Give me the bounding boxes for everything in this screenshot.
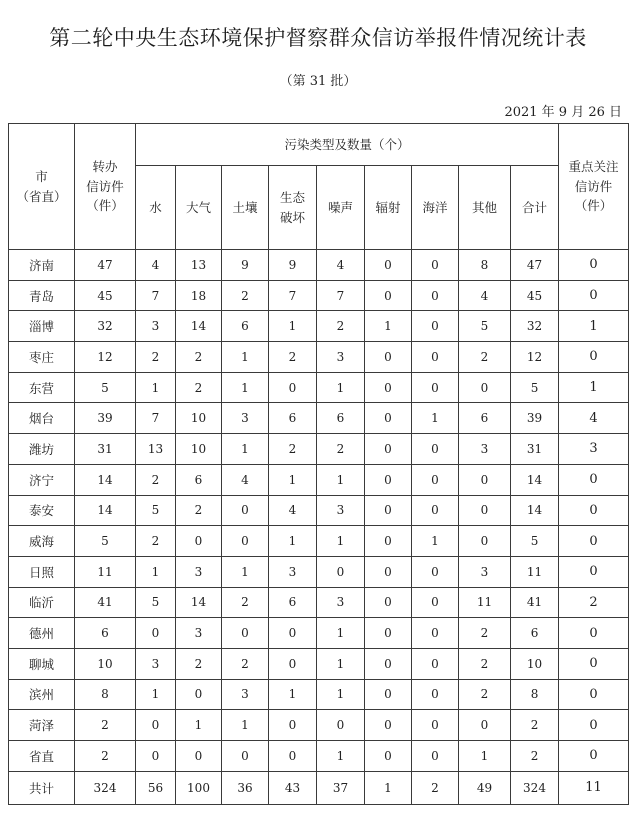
pollution-count-cell: 1 — [317, 679, 365, 710]
pollution-count-cell: 0 — [412, 280, 459, 311]
city-cell: 省直 — [9, 741, 75, 772]
pollution-count-cell: 0 — [412, 464, 459, 495]
header-city: 市 （省直） — [9, 124, 75, 250]
city-cell: 临沂 — [9, 587, 75, 618]
table-row — [9, 648, 629, 679]
pollution-count-cell: 14 — [511, 464, 559, 495]
header-pollution-type: 生态 破坏 — [269, 166, 317, 250]
focus-cell: 0 — [559, 679, 629, 710]
pollution-count-cell: 1 — [412, 403, 459, 434]
city-cell: 淄博 — [9, 311, 75, 342]
pollution-count-cell: 2 — [222, 280, 269, 311]
pollution-count-cell: 1 — [176, 710, 222, 741]
pollution-count-cell: 1 — [136, 679, 176, 710]
table-row — [9, 434, 629, 465]
pollution-count-cell: 324 — [511, 771, 559, 804]
pollution-count-cell: 6 — [176, 464, 222, 495]
pollution-count-cell: 36 — [222, 771, 269, 804]
pollution-count-cell: 2 — [176, 495, 222, 526]
pollution-count-cell: 0 — [412, 710, 459, 741]
pollution-count-cell: 2 — [176, 372, 222, 403]
table-row — [9, 710, 629, 741]
pollution-count-cell: 2 — [511, 741, 559, 772]
city-cell: 德州 — [9, 618, 75, 649]
pollution-count-cell: 3 — [136, 648, 176, 679]
pollution-count-cell: 0 — [365, 434, 412, 465]
pollution-count-cell: 41 — [511, 587, 559, 618]
pollution-count-cell: 0 — [176, 741, 222, 772]
pollution-count-cell: 2 — [459, 342, 511, 373]
pollution-count-cell: 6 — [269, 587, 317, 618]
header-pollution-type: 水 — [136, 166, 176, 250]
pollution-count-cell: 0 — [365, 464, 412, 495]
pollution-count-cell: 11 — [459, 587, 511, 618]
table-row — [9, 250, 629, 281]
pollution-count-cell: 0 — [222, 526, 269, 557]
table-row — [9, 556, 629, 587]
pollution-count-cell: 6 — [459, 403, 511, 434]
pollution-count-cell: 3 — [317, 495, 365, 526]
pollution-count-cell: 3 — [176, 618, 222, 649]
pollution-count-cell: 10 — [176, 403, 222, 434]
pollution-count-cell: 0 — [412, 679, 459, 710]
transferred-cell: 39 — [75, 403, 136, 434]
pollution-count-cell: 8 — [511, 679, 559, 710]
pollution-count-cell: 0 — [317, 710, 365, 741]
pollution-count-cell: 9 — [269, 250, 317, 281]
document-title: 第二轮中央生态环境保护督察群众信访举报件情况统计表 — [49, 26, 587, 50]
transferred-cell: 6 — [75, 618, 136, 649]
pollution-count-cell: 0 — [412, 250, 459, 281]
focus-cell: 11 — [559, 771, 629, 804]
transferred-cell: 11 — [75, 556, 136, 587]
pollution-count-cell: 0 — [459, 710, 511, 741]
pollution-count-cell: 0 — [412, 556, 459, 587]
pollution-count-cell: 0 — [136, 710, 176, 741]
pollution-count-cell: 2 — [459, 618, 511, 649]
pollution-count-cell: 56 — [136, 771, 176, 804]
pollution-count-cell: 2 — [269, 342, 317, 373]
pollution-count-cell: 1 — [222, 372, 269, 403]
pollution-count-cell: 1 — [459, 741, 511, 772]
pollution-count-cell: 1 — [365, 771, 412, 804]
table-row — [9, 464, 629, 495]
transferred-cell: 2 — [75, 741, 136, 772]
pollution-count-cell: 6 — [269, 403, 317, 434]
pollution-count-cell: 45 — [511, 280, 559, 311]
transferred-cell: 8 — [75, 679, 136, 710]
pollution-count-cell: 0 — [412, 741, 459, 772]
focus-cell: 0 — [559, 250, 629, 281]
pollution-count-cell: 47 — [511, 250, 559, 281]
city-cell: 东营 — [9, 372, 75, 403]
pollution-count-cell: 0 — [222, 741, 269, 772]
pollution-count-cell: 4 — [222, 464, 269, 495]
pollution-count-cell: 3 — [317, 342, 365, 373]
pollution-count-cell: 5 — [511, 372, 559, 403]
header-pollution-type: 土壤 — [222, 166, 269, 250]
pollution-count-cell: 1 — [317, 618, 365, 649]
pollution-count-cell: 0 — [176, 526, 222, 557]
pollution-count-cell: 1 — [269, 526, 317, 557]
pollution-count-cell: 0 — [365, 710, 412, 741]
pollution-count-cell: 4 — [317, 250, 365, 281]
pollution-count-cell: 6 — [317, 403, 365, 434]
pollution-count-cell: 0 — [459, 464, 511, 495]
focus-cell: 0 — [559, 556, 629, 587]
city-cell: 日照 — [9, 556, 75, 587]
transferred-cell: 45 — [75, 280, 136, 311]
pollution-count-cell: 3 — [459, 556, 511, 587]
header-pollution-type: 噪声 — [317, 166, 365, 250]
report-date: 2021 年 9 月 26 日 — [504, 105, 622, 120]
pollution-count-cell: 49 — [459, 771, 511, 804]
city-cell: 烟台 — [9, 403, 75, 434]
pollution-count-cell: 0 — [365, 648, 412, 679]
pollution-count-cell: 0 — [365, 342, 412, 373]
table-row — [9, 403, 629, 434]
pollution-count-cell: 9 — [222, 250, 269, 281]
pollution-count-cell: 1 — [222, 434, 269, 465]
pollution-count-cell: 1 — [269, 679, 317, 710]
pollution-count-cell: 1 — [317, 741, 365, 772]
pollution-count-cell: 0 — [365, 372, 412, 403]
pollution-count-cell: 0 — [365, 587, 412, 618]
pollution-count-cell: 1 — [317, 372, 365, 403]
pollution-count-cell: 14 — [176, 311, 222, 342]
pollution-count-cell: 4 — [136, 250, 176, 281]
header-pollution-type: 海洋 — [412, 166, 459, 250]
pollution-count-cell: 1 — [222, 556, 269, 587]
pollution-count-cell: 3 — [269, 556, 317, 587]
transferred-cell: 5 — [75, 372, 136, 403]
city-cell: 青岛 — [9, 280, 75, 311]
pollution-count-cell: 13 — [176, 250, 222, 281]
city-cell: 枣庄 — [9, 342, 75, 373]
table-row — [9, 495, 629, 526]
pollution-count-cell: 0 — [222, 618, 269, 649]
transferred-cell: 5 — [75, 526, 136, 557]
pollution-count-cell: 18 — [176, 280, 222, 311]
pollution-count-cell: 3 — [222, 679, 269, 710]
pollution-count-cell: 2 — [222, 648, 269, 679]
pollution-count-cell: 0 — [412, 342, 459, 373]
pollution-count-cell: 2 — [459, 648, 511, 679]
pollution-count-cell: 3 — [136, 311, 176, 342]
pollution-count-cell: 5 — [511, 526, 559, 557]
pollution-count-cell: 14 — [176, 587, 222, 618]
city-cell: 聊城 — [9, 648, 75, 679]
pollution-count-cell: 0 — [412, 587, 459, 618]
pollution-count-cell: 10 — [511, 648, 559, 679]
statistics-table — [8, 123, 629, 805]
pollution-count-cell: 0 — [365, 556, 412, 587]
pollution-count-cell: 0 — [136, 618, 176, 649]
table-row — [9, 618, 629, 649]
pollution-count-cell: 1 — [136, 372, 176, 403]
city-cell: 泰安 — [9, 495, 75, 526]
transferred-cell: 2 — [75, 710, 136, 741]
focus-cell: 0 — [559, 464, 629, 495]
header-pollution-type: 大气 — [176, 166, 222, 250]
focus-cell: 0 — [559, 342, 629, 373]
focus-cell: 0 — [559, 495, 629, 526]
focus-cell: 0 — [559, 741, 629, 772]
pollution-count-cell: 3 — [459, 434, 511, 465]
pollution-count-cell: 1 — [317, 464, 365, 495]
pollution-count-cell: 2 — [136, 342, 176, 373]
pollution-count-cell: 1 — [222, 710, 269, 741]
pollution-count-cell: 0 — [269, 372, 317, 403]
pollution-count-cell: 31 — [511, 434, 559, 465]
focus-cell: 0 — [559, 648, 629, 679]
city-cell: 威海 — [9, 526, 75, 557]
pollution-count-cell: 0 — [412, 618, 459, 649]
pollution-count-cell: 2 — [511, 710, 559, 741]
pollution-count-cell: 14 — [511, 495, 559, 526]
focus-cell: 1 — [559, 311, 629, 342]
header-pollution-type: 其他 — [459, 166, 511, 250]
table-row — [9, 311, 629, 342]
city-cell: 济宁 — [9, 464, 75, 495]
transferred-cell: 12 — [75, 342, 136, 373]
total-row — [9, 771, 629, 804]
header-focus: 重点关注 信访件 （件） — [559, 124, 629, 250]
pollution-count-cell: 2 — [222, 587, 269, 618]
table-row — [9, 342, 629, 373]
focus-cell: 3 — [559, 434, 629, 465]
transferred-cell: 47 — [75, 250, 136, 281]
pollution-count-cell: 7 — [136, 403, 176, 434]
pollution-count-cell: 0 — [365, 618, 412, 649]
transferred-cell: 14 — [75, 495, 136, 526]
transferred-cell: 31 — [75, 434, 136, 465]
pollution-count-cell: 12 — [511, 342, 559, 373]
pollution-count-cell: 43 — [269, 771, 317, 804]
pollution-count-cell: 10 — [176, 434, 222, 465]
pollution-count-cell: 0 — [136, 741, 176, 772]
focus-cell: 0 — [559, 280, 629, 311]
pollution-count-cell: 2 — [317, 311, 365, 342]
pollution-count-cell: 0 — [459, 526, 511, 557]
focus-cell: 2 — [559, 587, 629, 618]
pollution-count-cell: 5 — [459, 311, 511, 342]
header-pollution-type: 合计 — [511, 166, 559, 250]
pollution-count-cell: 39 — [511, 403, 559, 434]
pollution-count-cell: 3 — [317, 587, 365, 618]
pollution-count-cell: 0 — [222, 495, 269, 526]
focus-cell: 0 — [559, 526, 629, 557]
header-pollution-group: 污染类型及数量（个） — [136, 124, 559, 166]
table-row — [9, 741, 629, 772]
pollution-count-cell: 1 — [365, 311, 412, 342]
table-row — [9, 679, 629, 710]
pollution-count-cell: 1 — [136, 556, 176, 587]
pollution-count-cell: 0 — [365, 403, 412, 434]
pollution-count-cell: 0 — [412, 495, 459, 526]
pollution-count-cell: 0 — [317, 556, 365, 587]
pollution-count-cell: 0 — [412, 311, 459, 342]
transferred-cell: 32 — [75, 311, 136, 342]
city-cell: 潍坊 — [9, 434, 75, 465]
batch-number: （第 31 批） — [279, 74, 357, 89]
focus-cell: 0 — [559, 710, 629, 741]
pollution-count-cell: 0 — [365, 679, 412, 710]
pollution-count-cell: 0 — [365, 280, 412, 311]
pollution-count-cell: 1 — [317, 526, 365, 557]
pollution-count-cell: 6 — [511, 618, 559, 649]
pollution-count-cell: 2 — [136, 526, 176, 557]
transferred-cell: 10 — [75, 648, 136, 679]
pollution-count-cell: 3 — [222, 403, 269, 434]
city-cell: 济南 — [9, 250, 75, 281]
pollution-count-cell: 0 — [412, 434, 459, 465]
pollution-count-cell: 1 — [222, 342, 269, 373]
focus-cell: 0 — [559, 618, 629, 649]
transferred-cell: 41 — [75, 587, 136, 618]
pollution-count-cell: 1 — [269, 464, 317, 495]
pollution-count-cell: 0 — [459, 372, 511, 403]
pollution-count-cell: 7 — [136, 280, 176, 311]
city-cell: 菏泽 — [9, 710, 75, 741]
city-cell: 共计 — [9, 771, 75, 804]
pollution-count-cell: 0 — [269, 741, 317, 772]
pollution-count-cell: 8 — [459, 250, 511, 281]
focus-cell: 1 — [559, 372, 629, 403]
pollution-count-cell: 11 — [511, 556, 559, 587]
transferred-cell: 324 — [75, 771, 136, 804]
pollution-count-cell: 0 — [269, 648, 317, 679]
pollution-count-cell: 4 — [459, 280, 511, 311]
pollution-count-cell: 5 — [136, 495, 176, 526]
focus-cell: 4 — [559, 403, 629, 434]
pollution-count-cell: 4 — [269, 495, 317, 526]
pollution-count-cell: 100 — [176, 771, 222, 804]
pollution-count-cell: 2 — [412, 771, 459, 804]
pollution-count-cell: 2 — [176, 648, 222, 679]
city-cell: 滨州 — [9, 679, 75, 710]
table-row — [9, 587, 629, 618]
pollution-count-cell: 3 — [176, 556, 222, 587]
pollution-count-cell: 1 — [412, 526, 459, 557]
pollution-count-cell: 0 — [412, 648, 459, 679]
transferred-cell: 14 — [75, 464, 136, 495]
pollution-count-cell: 2 — [176, 342, 222, 373]
pollution-count-cell: 0 — [365, 250, 412, 281]
pollution-count-cell: 7 — [317, 280, 365, 311]
pollution-count-cell: 2 — [317, 434, 365, 465]
pollution-count-cell: 0 — [365, 526, 412, 557]
pollution-count-cell: 2 — [136, 464, 176, 495]
pollution-count-cell: 5 — [136, 587, 176, 618]
pollution-count-cell: 37 — [317, 771, 365, 804]
pollution-count-cell: 2 — [269, 434, 317, 465]
pollution-count-cell: 0 — [176, 679, 222, 710]
pollution-count-cell: 1 — [317, 648, 365, 679]
pollution-count-cell: 6 — [222, 311, 269, 342]
table-row — [9, 372, 629, 403]
pollution-count-cell: 1 — [269, 311, 317, 342]
pollution-count-cell: 0 — [365, 495, 412, 526]
pollution-count-cell: 32 — [511, 311, 559, 342]
pollution-count-cell: 2 — [459, 679, 511, 710]
pollution-count-cell: 13 — [136, 434, 176, 465]
pollution-count-cell: 0 — [365, 741, 412, 772]
table-row — [9, 280, 629, 311]
pollution-count-cell: 7 — [269, 280, 317, 311]
pollution-count-cell: 0 — [412, 372, 459, 403]
pollution-count-cell: 0 — [269, 710, 317, 741]
header-transferred: 转办 信访件 （件） — [75, 124, 136, 250]
pollution-count-cell: 0 — [459, 495, 511, 526]
header-pollution-type: 辐射 — [365, 166, 412, 250]
table-row — [9, 526, 629, 557]
pollution-count-cell: 0 — [269, 618, 317, 649]
